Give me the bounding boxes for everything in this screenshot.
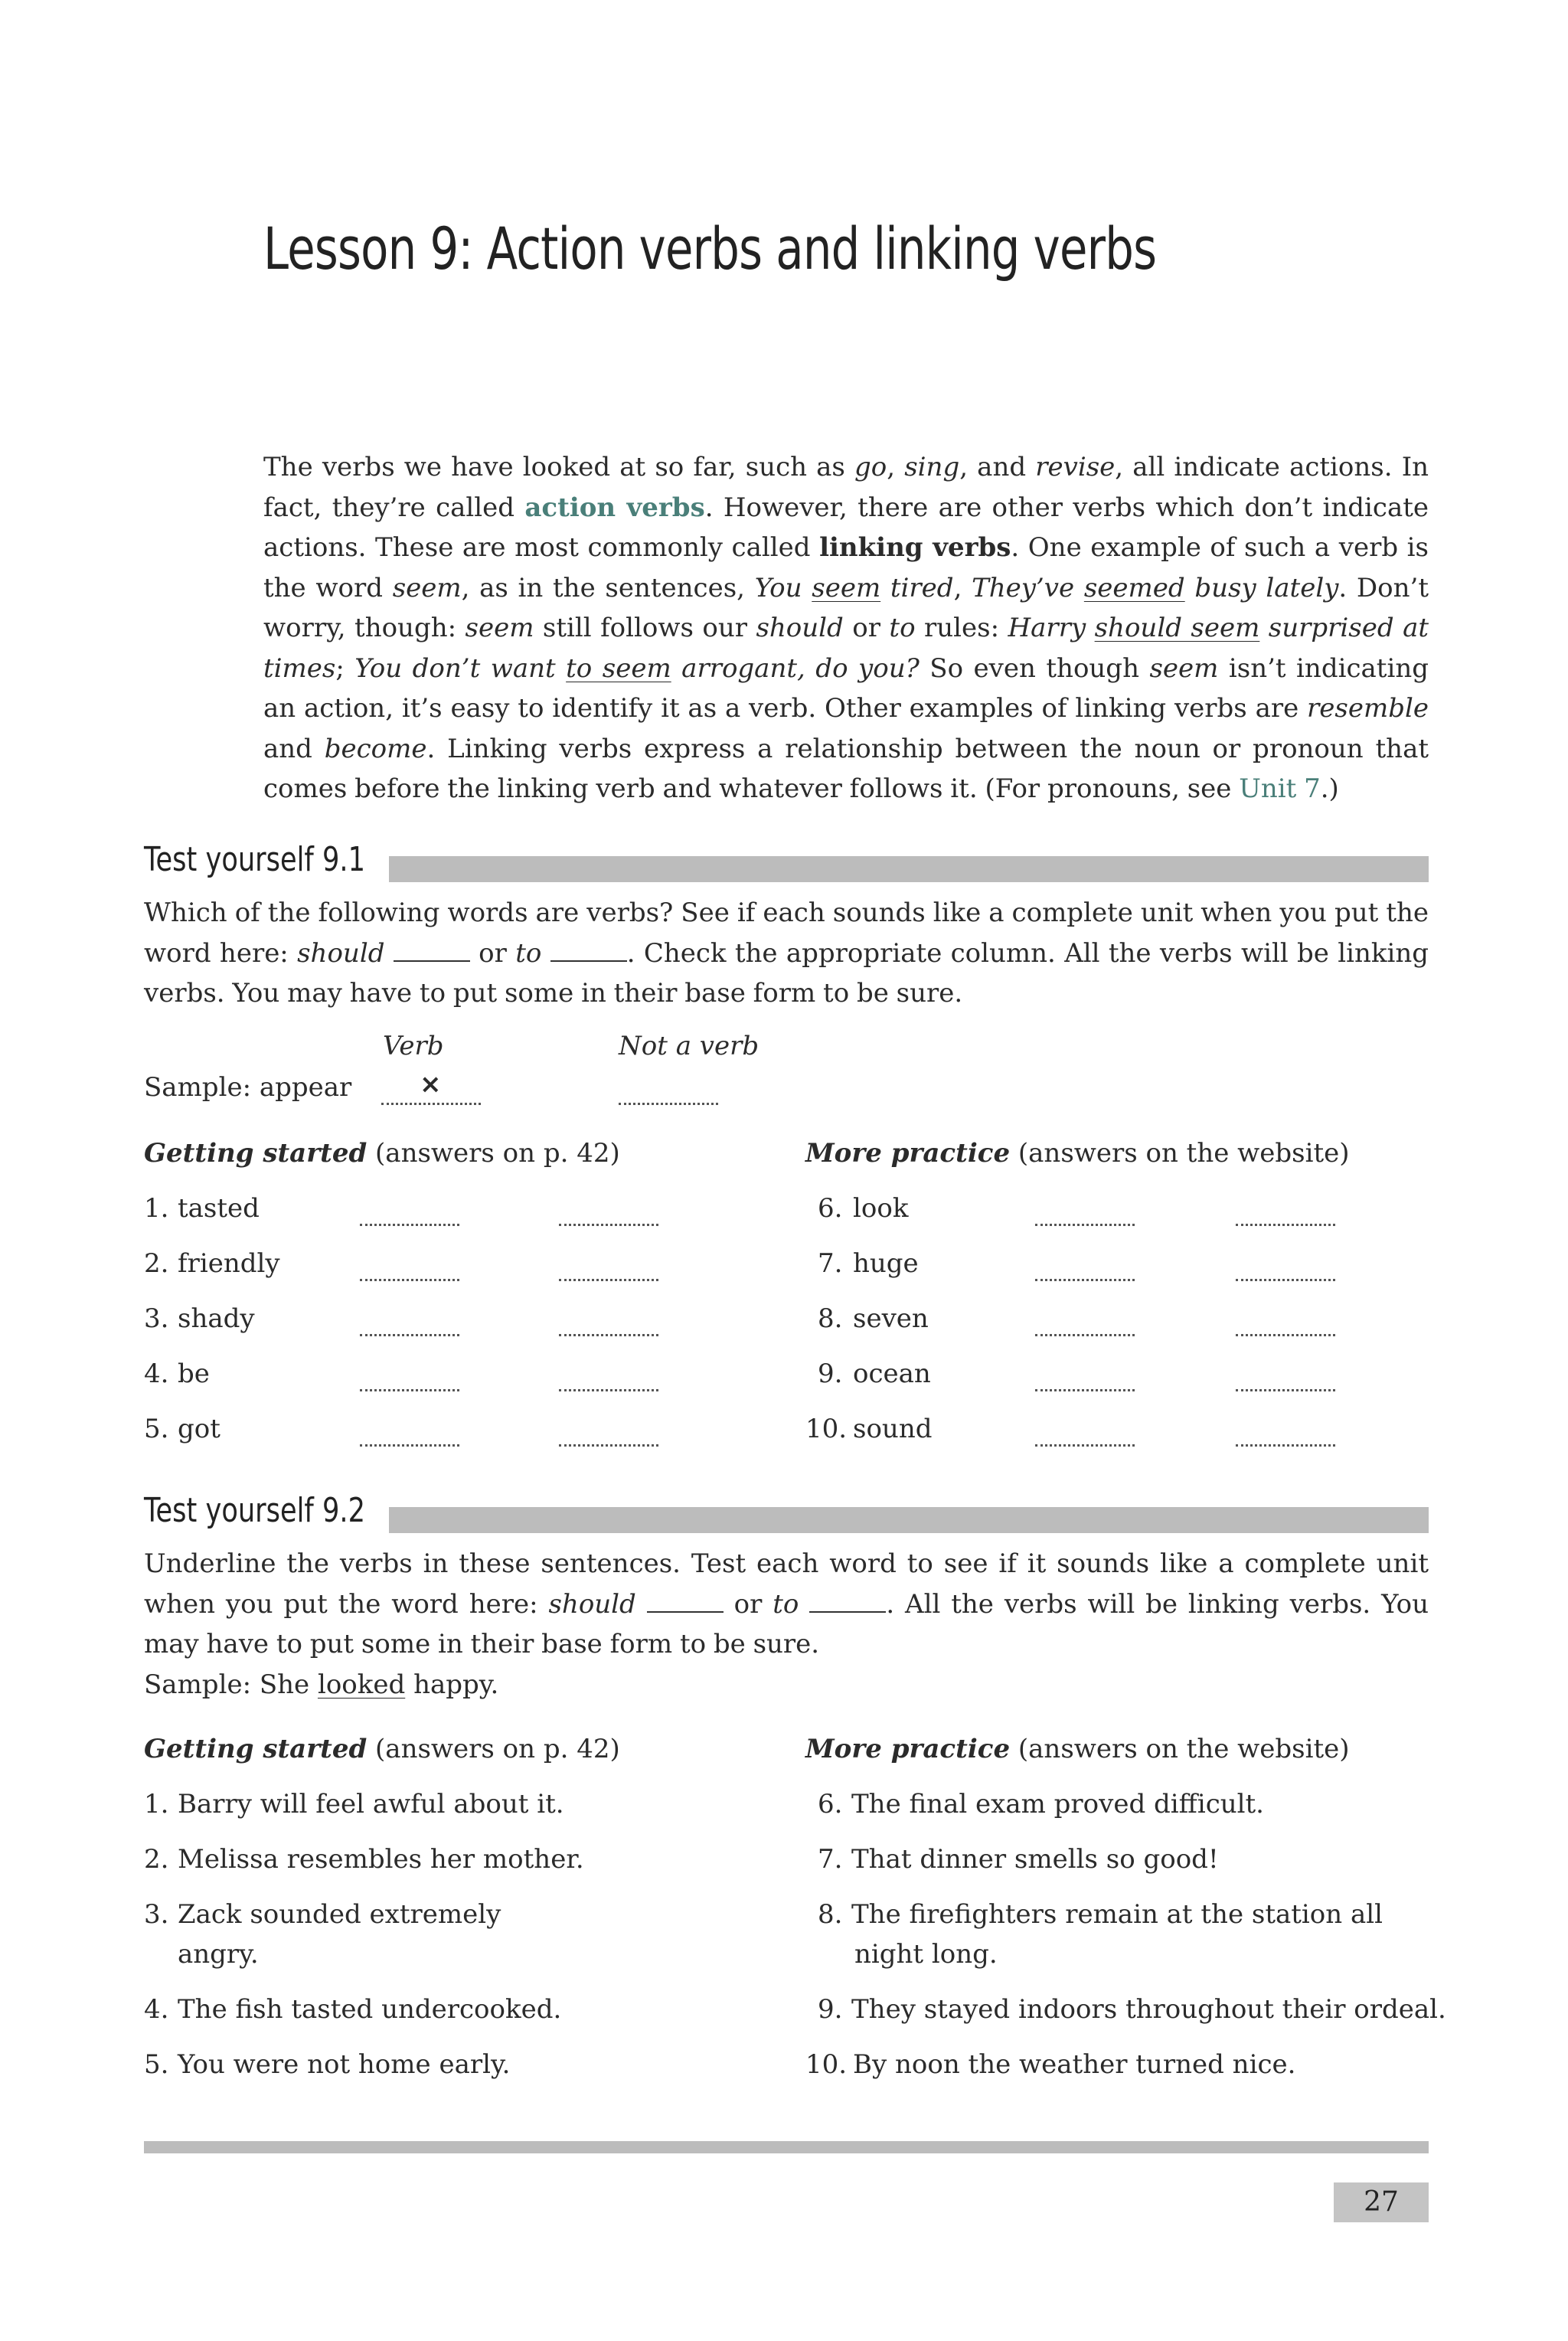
blank-line xyxy=(809,1591,886,1613)
blank-line xyxy=(394,940,470,962)
not-verb-answer-line[interactable] xyxy=(559,1279,658,1281)
term-action-verbs: action verbs xyxy=(524,492,705,523)
more-practice-heading-9-1: More practice (answers on the website) xyxy=(805,1138,1350,1169)
not-verb-answer-line[interactable] xyxy=(559,1224,658,1226)
column-header-verb: Verb xyxy=(383,1031,444,1061)
blank-line xyxy=(550,940,627,962)
unit-7-link[interactable]: Unit 7 xyxy=(1239,773,1321,804)
sample-verb-answer-line[interactable] xyxy=(381,1103,481,1105)
sample-not-verb-answer-line[interactable] xyxy=(619,1103,718,1105)
verb-answer-line[interactable] xyxy=(360,1389,459,1391)
verb-answer-line[interactable] xyxy=(1035,1224,1135,1226)
verb-answer-line[interactable] xyxy=(360,1444,459,1447)
verb-answer-line[interactable] xyxy=(1035,1334,1135,1336)
not-verb-answer-line[interactable] xyxy=(559,1444,658,1447)
not-verb-answer-line[interactable] xyxy=(1236,1334,1335,1336)
term-linking-verbs: linking verbs xyxy=(819,532,1011,563)
section-rule xyxy=(389,856,1429,882)
test-9-1-instructions: Which of the following words are verbs? See if each sounds like a complete unit when you put the word here: should or to . Check the appropriate column. All the verbs will be linking verbs. You may have to put some in their base form to be sure. xyxy=(144,897,1429,1009)
getting-started-heading-9-1: Getting started (answers on p. 42) xyxy=(144,1138,620,1169)
page-number: 27 xyxy=(1334,2182,1429,2222)
not-verb-answer-line[interactable] xyxy=(1236,1279,1335,1281)
verb-answer-line[interactable] xyxy=(1035,1279,1135,1281)
footer-rule xyxy=(144,2141,1429,2153)
not-verb-answer-line[interactable] xyxy=(1236,1224,1335,1226)
column-header-not-a-verb: Not a verb xyxy=(619,1031,760,1061)
not-verb-answer-line[interactable] xyxy=(559,1389,658,1391)
verb-answer-line[interactable] xyxy=(1035,1389,1135,1391)
intro-paragraph: The verbs we have looked at so far, such as go, sing, and revise, all indicate actions. In fact, they’re called action verbs. However, there are other verbs which don’t indicate actions. These are most commonly called linking verbs. One example of such a verb is the word seem, as in the sentences, You seem tired, They’ve seemed busy lately. Don’t worry, though: seem still follows our should or to rules: Harry should seem surprised at times; You don’t want to seem arrogant, do you? So even though seem isn’t indicating an action, it’s easy to identify it as a verb. Other examples of linking verbs are resemble and become. Linking verbs express a relationship between the noun or pronoun that comes before the linking verb and whatever follows it. (For pronouns, see Unit 7.) xyxy=(263,452,1429,804)
not-verb-answer-line[interactable] xyxy=(1236,1444,1335,1447)
verb-answer-line[interactable] xyxy=(360,1224,459,1226)
section-header-test-9-2 xyxy=(144,1492,1429,1530)
sample-label: Sample: appear xyxy=(144,1072,352,1103)
sample-checkmark: × xyxy=(420,1069,442,1100)
page-title: Lesson 9: Action verbs and linking verbs xyxy=(263,214,1157,283)
test-9-2-instructions: Underline the verbs in these sentences. Test each word to see if it sounds like a complete unit when you put the word here: should or to . All the verbs will be linking verbs. You may have to put some in their base form to be sure. xyxy=(144,1548,1429,1659)
verb-answer-line[interactable] xyxy=(1035,1444,1135,1447)
getting-started-heading-9-2: Getting started (answers on p. 42) xyxy=(144,1734,620,1764)
not-verb-answer-line[interactable] xyxy=(1236,1389,1335,1391)
blank-line xyxy=(647,1591,724,1613)
not-verb-answer-line[interactable] xyxy=(559,1334,658,1336)
section-header-test-9-1 xyxy=(144,841,1429,879)
section-rule xyxy=(389,1507,1429,1533)
sample-sentence: Sample: She looked happy. xyxy=(144,1669,499,1700)
verb-answer-line[interactable] xyxy=(360,1334,459,1336)
section-title: Test yourself 9.1 xyxy=(144,840,365,879)
section-title: Test yourself 9.2 xyxy=(144,1491,365,1530)
verb-answer-line[interactable] xyxy=(360,1279,459,1281)
more-practice-heading-9-2: More practice (answers on the website) xyxy=(805,1734,1350,1764)
